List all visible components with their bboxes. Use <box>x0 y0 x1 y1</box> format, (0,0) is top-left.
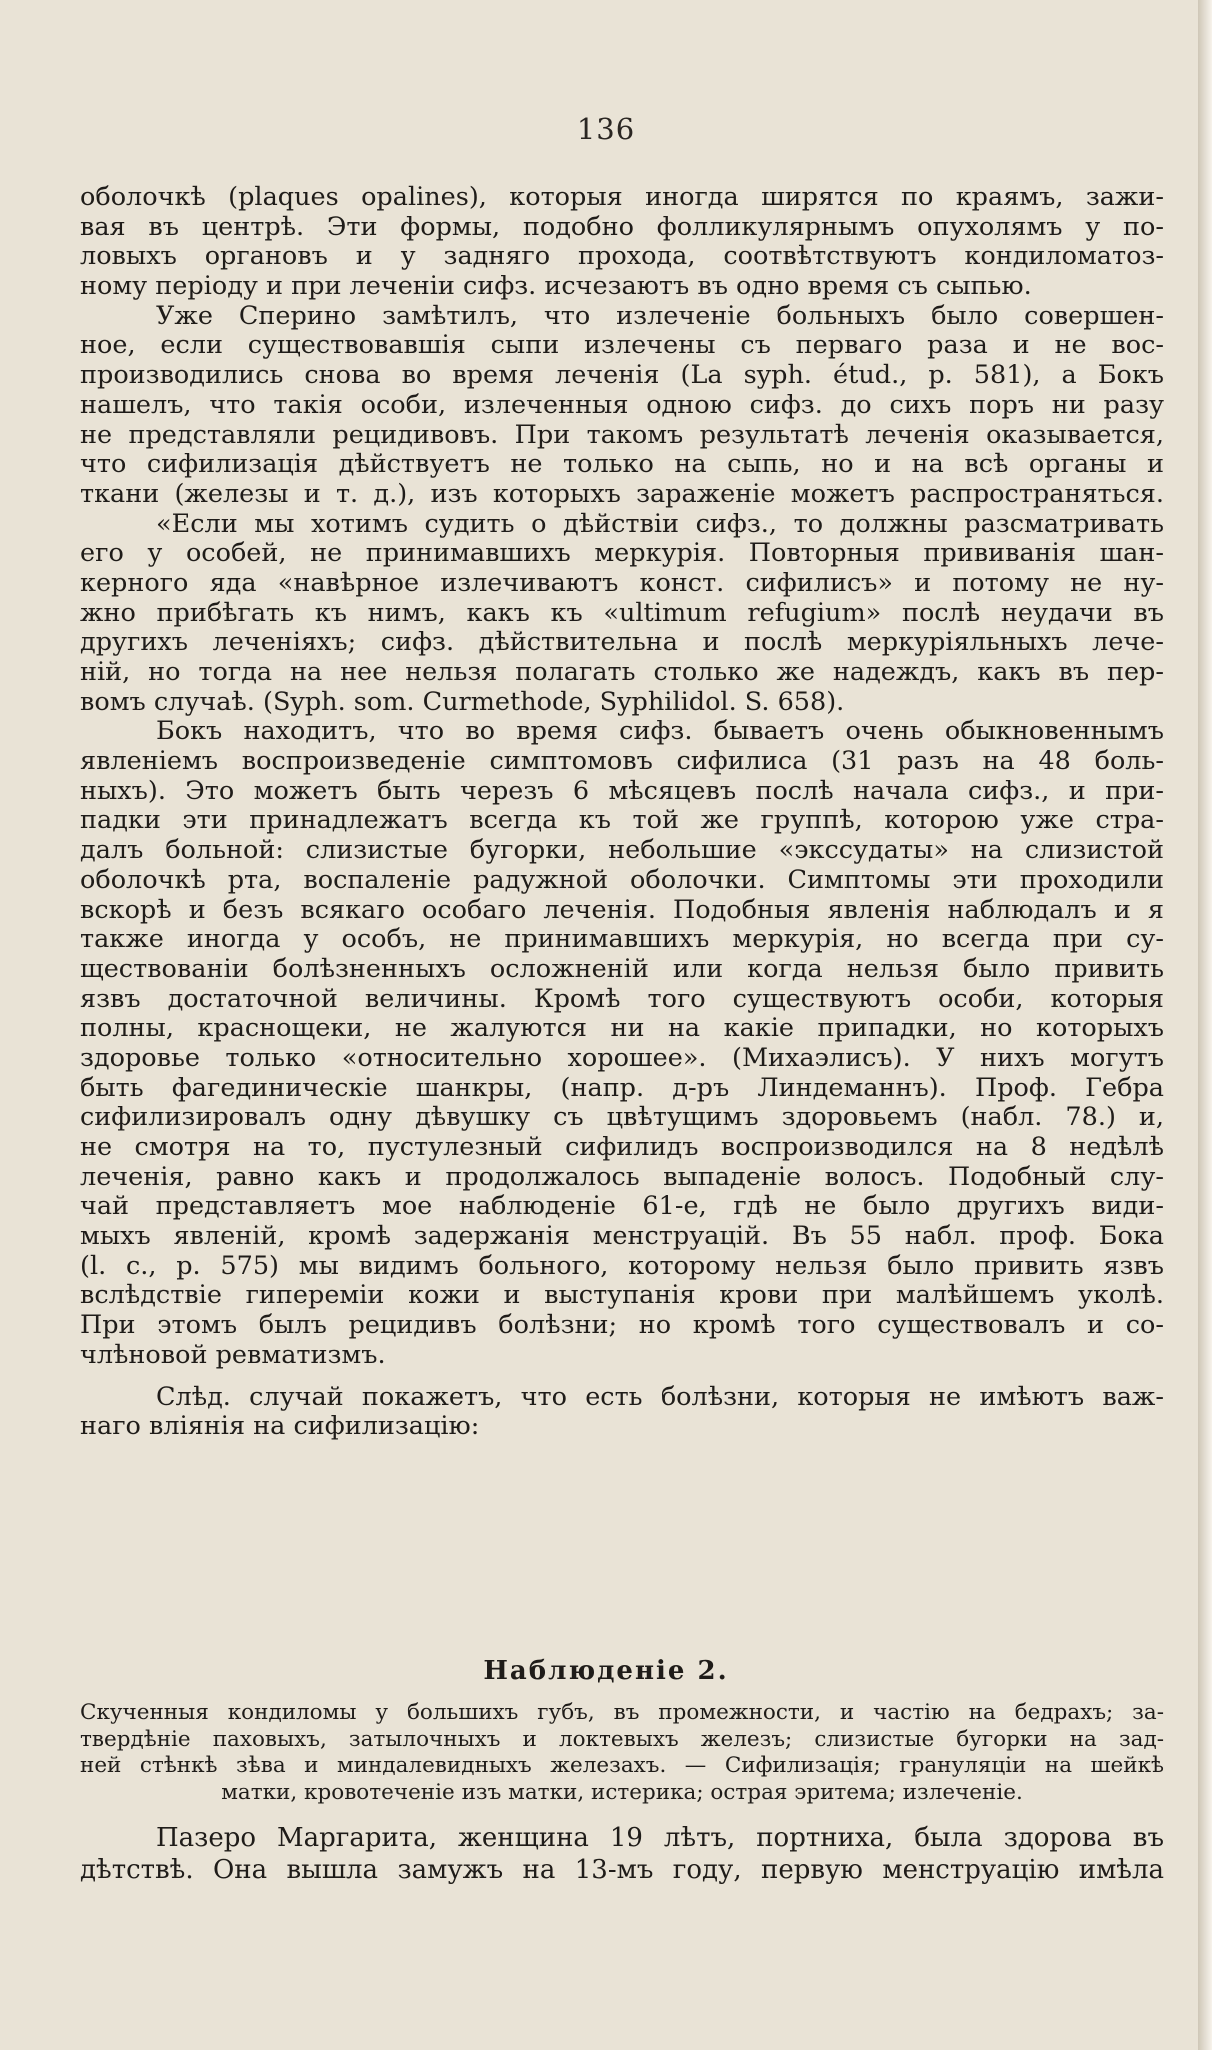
text-line: ловыхъ органовъ и у задняго прохода, соотвѣтствуютъ кондиломатоз- <box>80 242 1164 272</box>
text-line: вомъ случаѣ. (Syph. som. Curmethode, Syphilidol. S. 658). <box>80 687 845 717</box>
text-line: керного яда «навѣрное излечиваютъ конст. сифилисъ» и потому не ну- <box>80 568 1164 598</box>
text-line: мыхъ явленій, кромѣ задержанія менструацій. Въ 55 набл. проф. Бока <box>80 1222 1164 1252</box>
text-line: вслѣдствіе гипереміи кожи и выступанія крови при малѣйшемъ уколѣ. <box>80 1281 1164 1311</box>
text-line: оболочкѣ (plaques opalines), которыя иногда ширятся по краямъ, зажи- <box>80 183 1164 212</box>
text-line: ній, но тогда на нее нельзя полагать столько же надеждъ, какъ въ пер- <box>80 658 1164 687</box>
text-line: Бокъ находитъ, что во время сифз. бываетъ очень обыкновеннымъ <box>156 717 1164 747</box>
text-line: (l. c., p. 575) мы видимъ больного, которому нельзя было привить язвъ <box>80 1251 1164 1281</box>
text-line: ществованіи болѣзненныхъ осложненій или когда нельзя было привить <box>80 954 1164 984</box>
text-line: здоровье только «относительно хорошее». (Михаэлисъ). У нихъ могутъ <box>80 1043 1164 1073</box>
text-line: наго вліянія на сифилизацію: <box>80 1412 480 1442</box>
text-line: также иногда у особъ, не принимавшихъ меркурія, но всегда при су- <box>80 925 1164 955</box>
text-line: дѣтствѣ. Она вышла замужъ на 13-мъ году, первую менструацію имѣла <box>80 1855 1164 1885</box>
text-line: жно прибѣгать къ нимъ, какъ къ «ultimum refugium» послѣ неудачи въ <box>80 598 1164 628</box>
text-line: полны, краснощеки, не жалуются ни на какіе припадки, но которыхъ <box>80 1014 1164 1044</box>
text-line: другихъ леченіяхъ; сифз. дѣйствительна и послѣ меркуріяльныхъ лече- <box>80 628 1164 658</box>
text-line: явленіемъ воспроизведеніе симптомовъ сифилиса (31 разъ на 48 боль- <box>80 747 1164 777</box>
text-line: ному періоду и при леченіи сифз. исчезаютъ въ одно время съ сыпью. <box>80 272 1032 302</box>
text-line: «Если мы хотимъ судить о дѣйствіи сифз., то должны разсматривать <box>156 509 1164 539</box>
text-line: оболочкѣ рта, воспаленіе радужной оболочки. Симптомы эти проходили <box>80 865 1164 895</box>
text-line: далъ больной: слизистые бугорки, небольшие «экссудаты» на слизистой <box>80 836 1164 866</box>
text-line: не представляли рецидивовъ. При такомъ результатѣ леченія оказывается, <box>80 420 1164 450</box>
case-text <box>80 1822 1164 1886</box>
text-line: нашелъ, что такія особи, излеченныя одною сифз. до сихъ поръ ни разу <box>80 390 1164 420</box>
text-line: не смотря на то, пустулезный сифилидъ воспроизводился на 8 недѣлѣ <box>80 1133 1164 1162</box>
text-line: члѣновой ревматизмъ. <box>80 1340 386 1370</box>
text-line: Слѣд. случай покажетъ, что есть болѣзни, которыя не имѣютъ важ- <box>156 1382 1164 1412</box>
text-line: Уже Сперино замѣтилъ, что излеченіе больныхъ было совершен- <box>156 301 1164 331</box>
text-line: язвъ достаточной величины. Кромѣ того существуютъ особи, которыя <box>80 984 1164 1014</box>
summary-line: матки, кровотеченіе изъ матки, истерика; острая эритема; излеченіе. <box>221 1779 1023 1805</box>
text-line: производились снова во время леченія (La syph. étud., p. 581), а Бокъ <box>80 361 1164 391</box>
text-line: сифилизировалъ одну дѣвушку съ цвѣтущимъ здоровьемъ (набл. 78.) и, <box>80 1103 1164 1133</box>
summary-line: твердѣніе паховыхъ, затылочныхъ и локтевыхъ железъ; слизистые бугорки на зад- <box>80 1726 1164 1752</box>
text-line: вая въ центрѣ. Эти формы, подобно фолликулярнымъ опухолямъ у по- <box>80 212 1164 242</box>
text-line: вскорѣ и безъ всякаго особаго леченія. Подобныя явленія наблюдалъ и я <box>80 895 1164 925</box>
text-line: При этомъ былъ рецидивъ болѣзни; но кромѣ того существовалъ и со- <box>80 1311 1164 1341</box>
case-summary <box>80 1700 1164 1806</box>
text-line: падки эти принадлежатъ всегда къ той же группѣ, которою уже стра- <box>80 806 1164 836</box>
text-line: ное, если существовавшія сыпи излечены съ перваго раза и не вос- <box>80 331 1164 361</box>
text-line: леченія, равно какъ и продолжалось выпаденіе волосъ. Подобный слу- <box>80 1162 1164 1192</box>
text-line: ныхъ). Это можетъ быть черезъ 6 мѣсяцевъ послѣ начала сифз., и при- <box>80 776 1164 806</box>
summary-line: Скученныя кондиломы у большихъ губъ, въ промежности, и частію на бедрахъ; за- <box>80 1700 1164 1725</box>
text-line: что сифилизація дѣйствуетъ не только на сыпь, но и на всѣ органы и <box>80 450 1164 480</box>
page-number: 136 <box>576 112 636 146</box>
text-line: его у особей, не принимавшихъ меркурія. Повторныя прививанія шан- <box>80 539 1164 569</box>
text-line: ткани (железы и т. д.), изъ которыхъ зараженіе можетъ распространяться. <box>80 479 1164 509</box>
text-line: Пазеро Маргарита, женщина 19 лѣтъ, портниха, была здорова въ <box>156 1823 1164 1853</box>
summary-line: ней стѣнкѣ зѣва и миндалевидныхъ железахъ. — Сифилизація; грануляціи на шейкѣ <box>80 1753 1164 1778</box>
text-line: быть фагединическіе шанкры, (напр. д-ръ Линдеманнъ). Проф. Гебра <box>80 1073 1164 1103</box>
body-text <box>80 183 1164 1442</box>
section-heading: Наблюденіе 2. <box>483 1656 729 1686</box>
text-line: чай представляетъ мое наблюденіе 61-е, гдѣ не было другихъ види- <box>80 1192 1164 1222</box>
